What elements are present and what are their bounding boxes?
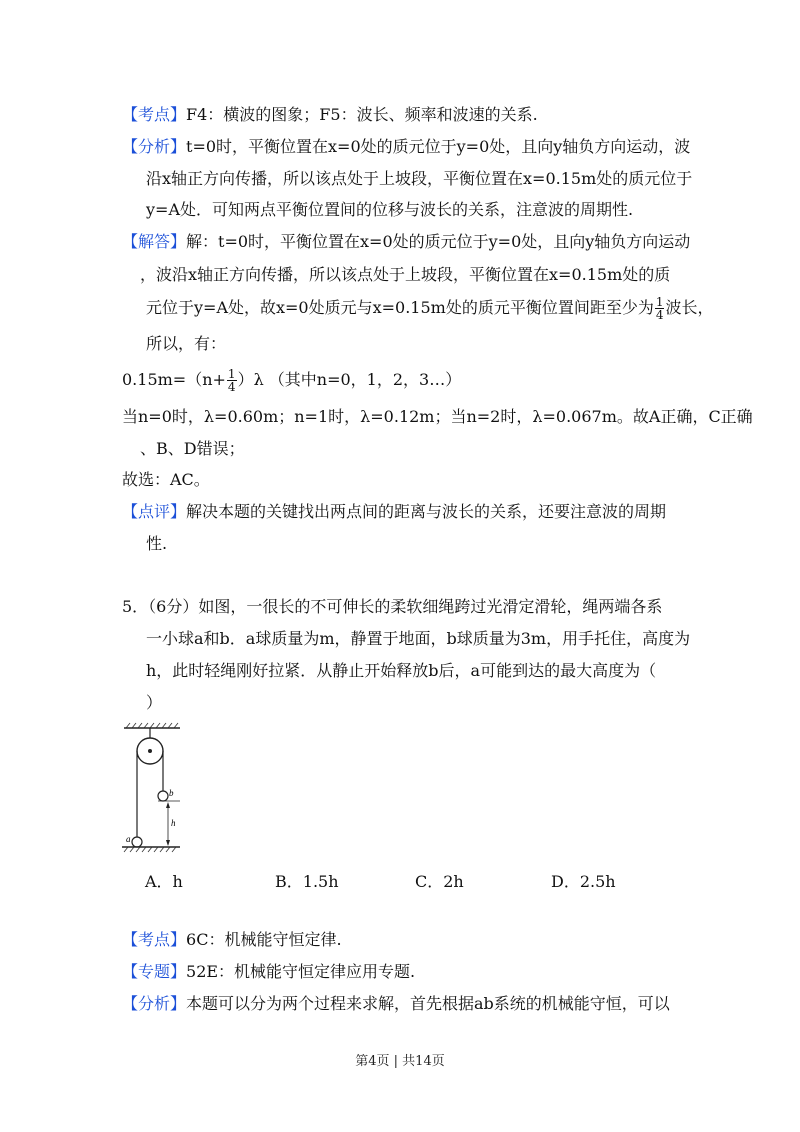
option-b: B．1.5h — [275, 872, 339, 891]
jieda-text-3b: 波长， — [665, 298, 714, 317]
equation-line — [122, 368, 461, 393]
option-c: C．2h — [415, 872, 464, 891]
zhuanti-tag: 【专题】 — [122, 962, 187, 981]
fenxi-line-3: y=A处．可知两点平衡位置间的位移与波长的关系，注意波的周期性. — [146, 200, 634, 219]
jieda-line-4: 所以，有： — [146, 334, 227, 353]
cases-line-1: 当n=0时，λ=0.60m；n=1时，λ=0.12m；当n=2时，λ=0.067m。故A正确，C正确 — [122, 407, 753, 426]
kaodian-line — [122, 104, 538, 126]
kaodian-tag: 【考点】 — [122, 105, 187, 124]
equation-fraction: $\frac{1}{4}$ — [227, 367, 236, 394]
page-footer: 第4页 | 共14页 — [355, 1054, 445, 1069]
jieda-tag: 【解答】 — [122, 232, 187, 251]
fenxi-2-line — [122, 993, 670, 1015]
fenxi-2-text: 本题可以分为两个过程来求解，首先根据ab系统的机械能守恒，可以 — [186, 994, 670, 1013]
cases-line-2: 、B、D错误； — [140, 439, 245, 458]
kaodian-text: F4：横波的图象；F5：波长、频率和波速的关系. — [186, 105, 538, 124]
jieda-text-1: 解：t=0时，平衡位置在x=0处的质元位于y=0处，且向y轴负方向运动 — [186, 232, 691, 251]
fenxi-line-1 — [122, 136, 690, 158]
jieda-line-1 — [122, 231, 690, 253]
option-d: D．2.5h — [551, 872, 616, 891]
question-5-line-1: 5．（6分）如图，一很长的不可伸长的柔软细绳跨过光滑定滑轮，绳两端各系 — [122, 597, 663, 616]
jieda-text-3a: 元位于y=A处，故x=0处质元与x=0.15m处的质元平衡位置间距至少为 — [146, 298, 654, 317]
label-a: a — [126, 834, 131, 844]
jieda-line-3 — [146, 296, 714, 321]
answer-line: 故选：AC。 — [122, 470, 210, 489]
fenxi-line-2: 沿x轴正方向传播，所以该点处于上坡段，平衡位置在x=0.15m处的质元位于 — [146, 169, 693, 188]
dianping-text-1: 解决本题的关键找出两点间的距离与波长的关系，还要注意波的周期 — [186, 502, 667, 521]
kaodian-2-text: 6C：机械能守恒定律. — [186, 930, 342, 949]
zhuanti-line — [122, 961, 415, 983]
fraction-quarter: $\frac{1}{4}$ — [655, 295, 664, 322]
fenxi-tag: 【分析】 — [122, 137, 187, 156]
option-a: A．h — [145, 872, 183, 891]
jieda-line-2: ，波沿x轴正方向传播，所以该点处于上坡段，平衡位置在x=0.15m处的质 — [140, 265, 671, 284]
question-5-line-4: ） — [146, 693, 163, 712]
pulley-figure — [118, 722, 188, 857]
kaodian-2-line — [122, 929, 342, 951]
equation-part-a: 0.15m=（n+ — [122, 370, 226, 389]
dianping-line-2: 性. — [146, 534, 168, 553]
dianping-line-1 — [122, 501, 666, 523]
dianping-tag: 【点评】 — [122, 502, 187, 521]
label-b: b — [169, 788, 174, 798]
fenxi-2-tag: 【分析】 — [122, 994, 187, 1013]
question-5-line-2: 一小球a和b．a球质量为m，静置于地面，b球质量为3m，用手托住，高度为 — [146, 629, 691, 648]
fenxi-text-1: t=0时，平衡位置在x=0处的质元位于y=0处，且向y轴负方向运动，波 — [186, 137, 691, 156]
question-5-line-3: h，此时轻绳刚好拉紧．从静止开始释放b后，a可能到达的最大高度为（ — [146, 661, 657, 680]
kaodian-2-tag: 【考点】 — [122, 930, 187, 949]
equation-part-b: ）λ （其中n=0，1，2，3…） — [237, 370, 462, 389]
label-h: h — [171, 818, 176, 828]
zhuanti-text: 52E：机械能守恒定律应用专题. — [186, 962, 416, 981]
